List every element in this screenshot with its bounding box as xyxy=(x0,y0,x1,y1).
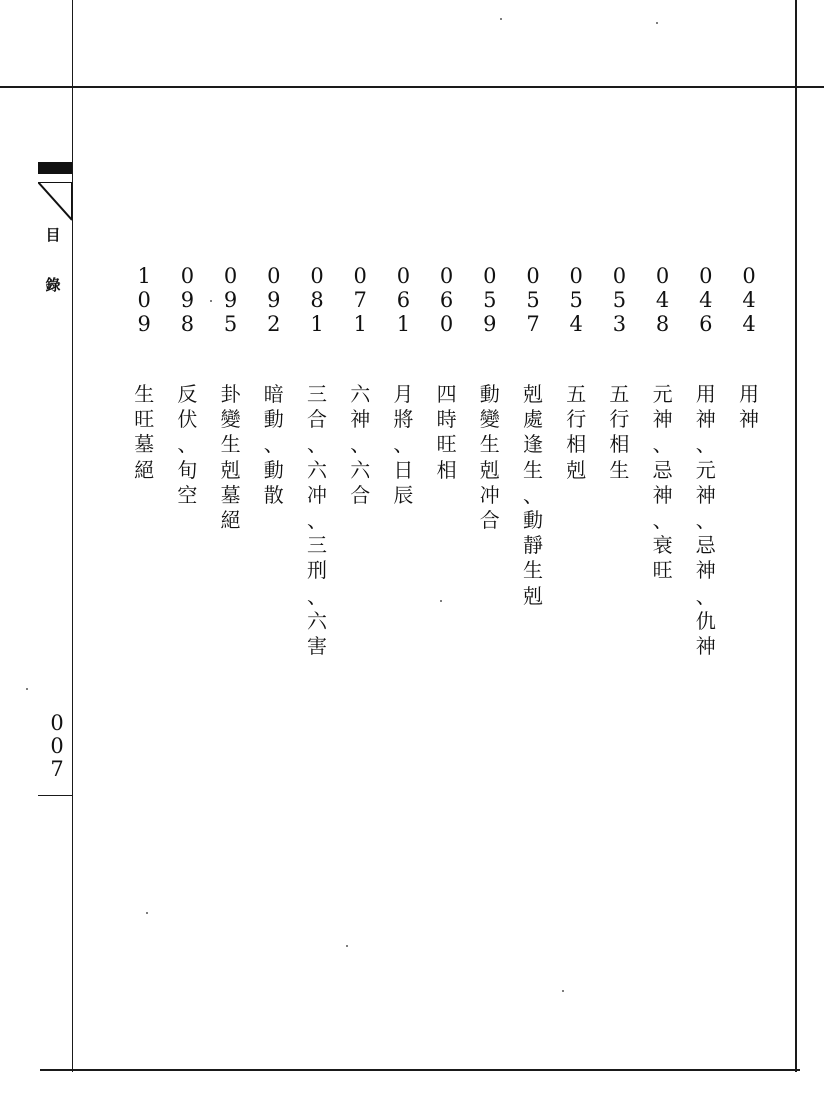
print-speck xyxy=(210,300,212,302)
right-rule xyxy=(795,0,797,1072)
toc-entry-page: 0 6 0 xyxy=(439,264,454,336)
toc-entry-page: 1 0 9 xyxy=(137,264,151,336)
toc-entry-title: 反 伏 、 旬 空 xyxy=(177,382,198,507)
toc-entry xyxy=(690,264,722,659)
toc-entry xyxy=(603,264,635,482)
section-marker-bar xyxy=(38,162,72,174)
toc-entry xyxy=(647,264,679,583)
toc-entry xyxy=(387,264,419,507)
toc-entry-title: 四 時 旺 相 xyxy=(436,382,457,482)
print-speck xyxy=(26,688,28,690)
toc-entry-page: 0 8 1 xyxy=(310,264,324,336)
toc-entry xyxy=(258,264,290,507)
toc-entry-page: 0 9 2 xyxy=(267,264,281,336)
toc-entry xyxy=(560,264,592,482)
margin-rule xyxy=(72,0,73,1072)
toc-entry-title: 剋 處 逢 生 、 動 靜 生 剋 xyxy=(523,382,543,608)
toc-entry-page: 0 4 4 xyxy=(742,264,756,336)
print-speck xyxy=(500,18,502,20)
toc-entry xyxy=(301,264,333,659)
toc-entry-page: 0 4 6 xyxy=(699,264,713,336)
toc-entry-page: 0 6 1 xyxy=(396,264,411,336)
toc-entry-page: 0 5 7 xyxy=(526,264,540,336)
toc-entry xyxy=(474,264,506,533)
print-speck xyxy=(440,600,442,602)
toc-entry-title: 暗 動 、 動 散 xyxy=(263,382,284,507)
toc-entry-title: 卦 變 生 剋 墓 絕 xyxy=(220,382,241,533)
toc-entry-title: 月 將 、 日 辰 xyxy=(393,382,414,507)
toc-entry-title: 用 神 xyxy=(739,382,759,432)
toc-entry-title: 動 變 生 剋 冲 合 xyxy=(479,382,500,533)
toc-entry xyxy=(517,264,549,608)
toc-entry xyxy=(215,264,247,533)
top-rule xyxy=(0,86,824,88)
toc-entry-title: 生 旺 墓 絕 xyxy=(134,382,155,482)
toc-entry xyxy=(344,264,376,507)
page-number-digit: 0 xyxy=(50,734,64,758)
print-speck xyxy=(562,990,564,992)
page-number-digit: 0 xyxy=(50,711,64,735)
toc-entry-page: 0 9 8 xyxy=(180,264,195,336)
toc-entry xyxy=(171,264,203,507)
section-marker-wedge xyxy=(38,182,72,222)
toc-entry-page: 0 9 5 xyxy=(223,264,238,336)
bottom-rule xyxy=(40,1069,800,1071)
toc-entry-page: 0 4 8 xyxy=(655,264,670,336)
toc-entry xyxy=(733,264,765,432)
toc-entry-title: 三 合 、 六 冲 、 三 刑 、 六 害 xyxy=(307,382,327,659)
toc-entry xyxy=(128,264,160,482)
toc-entry-page: 0 7 1 xyxy=(353,264,367,336)
page-number-digit: 7 xyxy=(50,757,64,781)
toc-entry-page: 0 5 9 xyxy=(483,264,497,336)
toc-entry-title: 用 神 、 元 神 、 忌 神 、 仇 神 xyxy=(695,382,716,659)
print-speck xyxy=(656,22,658,24)
toc-entry-title: 五 行 相 生 xyxy=(609,382,630,482)
toc-entry-title: 五 行 相 剋 xyxy=(566,382,587,482)
toc-entry-page: 0 5 3 xyxy=(612,264,627,336)
toc-entry xyxy=(431,264,463,482)
section-label-mu: 目 xyxy=(45,226,61,244)
print-speck xyxy=(346,945,348,947)
page-number xyxy=(48,712,66,781)
page-number-rule xyxy=(38,795,72,796)
section-label-lu: 錄 xyxy=(45,276,61,294)
toc-entry-title: 元 神 、 忌 神 、 衰 旺 xyxy=(652,382,673,583)
print-speck xyxy=(146,912,148,914)
toc-entry-page: 0 5 4 xyxy=(569,264,583,336)
toc-entry-title: 六 神 、 六 合 xyxy=(350,382,371,507)
